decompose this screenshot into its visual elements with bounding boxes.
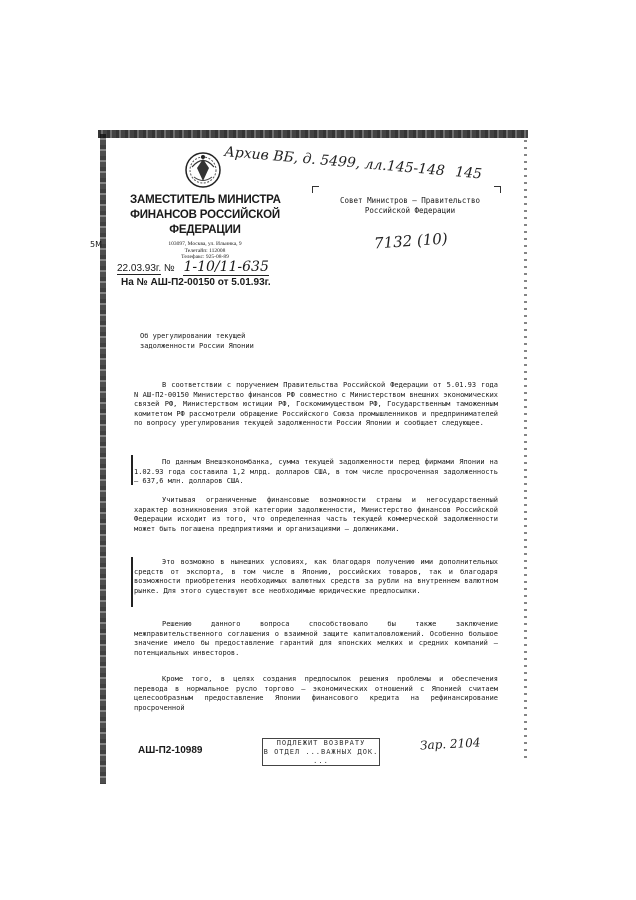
margin-mark: 5М — [90, 240, 102, 249]
paragraph-2: По данным Внешэкономбанка, сумма текущей задолженности перед фирмами Японии на 1.02.93 года составила 1,2 млрд. долларов США, в том числе просроченная задолженность – 637,6 млн. долларов США. — [134, 458, 498, 485]
paragraph-6: Кроме того, в целях создания предпосылок решения проблемы и обеспечения перевода в нормальное русло торгово – экономических отношений с Японией считаем целесообразным предоставление Японии финансового кредита на рефинансирование просроченной — [134, 675, 498, 712]
letter-date: 22.03.93г. — [117, 263, 162, 274]
archive-note: Архив ВБ, д. 5499, лл.145-148 145 — [223, 144, 483, 183]
ministry-address: 103097, Москва, ул. Ильинка, 9 Телетайп: 112008 Телефакс: 925-08-89 — [168, 241, 242, 260]
ministry-title — [130, 193, 280, 238]
paragraph-3: Учитывая ограниченные финансовые возможности страны и негосударственный характер возникновения этой категории задолженности, Министерство финансов Российской Федерации исходит из того, что определенная часть текущей коммерческой задолженности может быть погашена предприятиями и организациями – должниками. — [134, 496, 498, 533]
footer-reference: АШ-П2-10989 — [138, 745, 203, 756]
paragraph-1: В соответствии с поручением Правительства Российской Федерации от 5.01.93 года N АШ-П2-00150 Министерство финансов РФ совместно с Министерством внешних экономических связей РФ, Министерством юстиции РФ, Госкомимуществом РФ, Государственным таможенным комитетом РФ рассмотрели обращение Российского Союза промышленников и предпринимателей по вопросу урегулирования текущей задолженности России Японии и сообщает следующее. — [134, 381, 498, 427]
ministry-line-1: ЗАМЕСТИТЕЛЬ МИНИСТРА — [130, 194, 281, 206]
letter-number: 1-10/11-635 — [183, 259, 269, 275]
return-stamp: ПОДЛЕЖИТ ВОЗВРАТУ В ОТДЕЛ ...ВАЖНЫХ ДОК. ... — [263, 739, 379, 765]
addressee-corner-left — [312, 186, 319, 193]
incoming-number: 7132 (10) — [373, 229, 449, 253]
reference-line: На № АШ-П2-00150 от 5.01.93г. — [121, 277, 271, 288]
paragraph-4: Это возможно в нынешних условиях, как благодаря получению ими дополнительных средств от экспорта, в том числе в Японию, российских товаров, так и благодаря возможности приобретения необходимых валютных средств за рубли на внутреннем валютном рынке. Для этого существуют все необходимые юридические предпосылки. — [134, 558, 498, 595]
page-edge-right — [524, 140, 527, 760]
number-prefix: № — [163, 263, 175, 274]
paragraph-5: Решению данного вопроса способствовало бы также заключение межправительственного соглашения о взаимной защите капиталовложений. Особенно большое значение имело бы предоставление гарантий для японских мелких и средних компаний – потенциальных инвесторов. — [134, 620, 498, 657]
addressee: Совет Министров – Правительство Российской Федерации — [340, 196, 480, 215]
page-edge-left — [100, 134, 106, 784]
letter-subject: Об урегулировании текущей задолженности России Японии — [140, 332, 254, 350]
margin-bar-2 — [131, 557, 133, 607]
ministry-line-2: ФИНАНСОВ РОССИЙСКОЙ — [130, 209, 280, 221]
coat-of-arms-icon — [183, 150, 223, 190]
addressee-corner-right — [494, 186, 501, 193]
page-edge-top — [98, 130, 528, 138]
signature-note: Зар. 2104 — [419, 735, 481, 753]
letter-date-number — [117, 259, 269, 275]
margin-bar-1 — [131, 455, 133, 485]
ministry-line-3: ФЕДЕРАЦИИ — [169, 224, 241, 236]
